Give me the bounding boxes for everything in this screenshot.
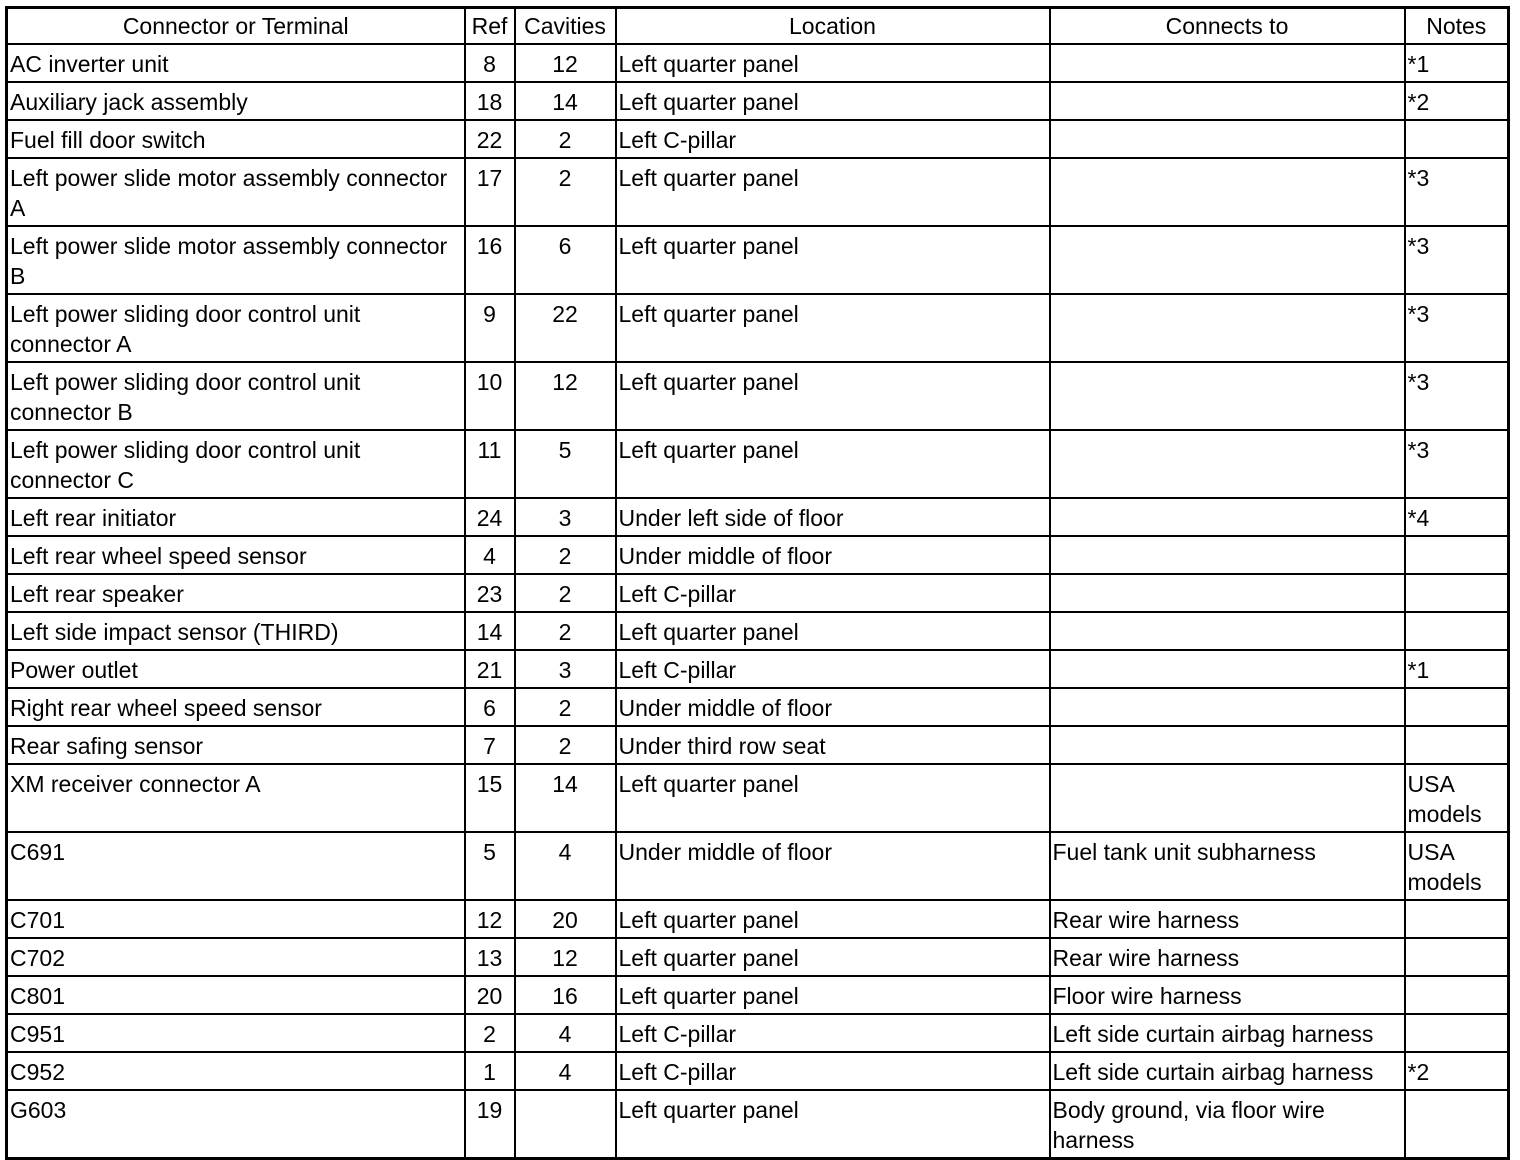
cell-notes: USA models — [1405, 764, 1509, 832]
cell-connector: Left side impact sensor (THIRD) — [7, 612, 465, 650]
cell-ref: 16 — [465, 226, 515, 294]
cell-cavities: 2 — [515, 612, 616, 650]
cell-notes: *3 — [1405, 430, 1509, 498]
cell-notes: *2 — [1405, 1052, 1509, 1090]
cell-ref: 12 — [465, 900, 515, 938]
cell-connector: Left rear initiator — [7, 498, 465, 536]
cell-cavities: 3 — [515, 650, 616, 688]
cell-location: Left quarter panel — [616, 900, 1050, 938]
cell-connects-to: Fuel tank unit subharness — [1050, 832, 1405, 900]
cell-connects-to — [1050, 650, 1405, 688]
header-notes: Notes — [1405, 8, 1509, 45]
cell-notes — [1405, 612, 1509, 650]
cell-notes — [1405, 574, 1509, 612]
cell-ref: 22 — [465, 120, 515, 158]
cell-connector: C951 — [7, 1014, 465, 1052]
header-row — [7, 8, 1509, 45]
table-row — [7, 612, 1509, 650]
cell-connector: XM receiver connector A — [7, 764, 465, 832]
cell-location: Left quarter panel — [616, 1090, 1050, 1159]
cell-notes: *2 — [1405, 82, 1509, 120]
table-row — [7, 294, 1509, 362]
cell-ref: 19 — [465, 1090, 515, 1159]
cell-cavities: 2 — [515, 158, 616, 226]
cell-location: Under left side of floor — [616, 498, 1050, 536]
cell-connects-to — [1050, 226, 1405, 294]
cell-connector: Left power sliding door control unit connector B — [7, 362, 465, 430]
cell-cavities: 12 — [515, 44, 616, 82]
cell-location: Left quarter panel — [616, 612, 1050, 650]
table-row — [7, 44, 1509, 82]
cell-ref: 4 — [465, 536, 515, 574]
cell-cavities: 2 — [515, 688, 616, 726]
cell-notes — [1405, 976, 1509, 1014]
cell-cavities: 4 — [515, 1052, 616, 1090]
cell-connector: C691 — [7, 832, 465, 900]
cell-ref: 17 — [465, 158, 515, 226]
cell-connector: Rear safing sensor — [7, 726, 465, 764]
cell-connector: G603 — [7, 1090, 465, 1159]
cell-notes — [1405, 1090, 1509, 1159]
cell-cavities: 6 — [515, 226, 616, 294]
cell-ref: 15 — [465, 764, 515, 832]
table-row — [7, 976, 1509, 1014]
cell-cavities: 2 — [515, 120, 616, 158]
cell-location: Left quarter panel — [616, 44, 1050, 82]
cell-notes — [1405, 688, 1509, 726]
cell-ref: 2 — [465, 1014, 515, 1052]
table-row — [7, 362, 1509, 430]
cell-ref: 1 — [465, 1052, 515, 1090]
cell-notes: *3 — [1405, 158, 1509, 226]
cell-connector: Left power slide motor assembly connector B — [7, 226, 465, 294]
table-row — [7, 536, 1509, 574]
cell-connects-to: Rear wire harness — [1050, 900, 1405, 938]
cell-notes: *1 — [1405, 650, 1509, 688]
cell-cavities: 14 — [515, 764, 616, 832]
cell-cavities: 12 — [515, 938, 616, 976]
cell-ref: 14 — [465, 612, 515, 650]
table-row — [7, 82, 1509, 120]
cell-connector: Fuel fill door switch — [7, 120, 465, 158]
cell-connector: Left rear wheel speed sensor — [7, 536, 465, 574]
cell-connector: C952 — [7, 1052, 465, 1090]
table-row — [7, 764, 1509, 832]
connector-table — [5, 6, 1510, 1160]
table-row — [7, 900, 1509, 938]
cell-ref: 24 — [465, 498, 515, 536]
cell-location: Left quarter panel — [616, 430, 1050, 498]
cell-connects-to: Body ground, via floor wire harness — [1050, 1090, 1405, 1159]
cell-connects-to: Left side curtain airbag harness — [1050, 1014, 1405, 1052]
header-connector: Connector or Terminal — [7, 8, 465, 45]
cell-ref: 11 — [465, 430, 515, 498]
cell-cavities — [515, 1090, 616, 1159]
cell-connector: Power outlet — [7, 650, 465, 688]
cell-location: Left quarter panel — [616, 938, 1050, 976]
cell-ref: 20 — [465, 976, 515, 1014]
cell-location: Left quarter panel — [616, 158, 1050, 226]
cell-ref: 9 — [465, 294, 515, 362]
table-row — [7, 832, 1509, 900]
cell-location: Left C-pillar — [616, 120, 1050, 158]
cell-connects-to: Floor wire harness — [1050, 976, 1405, 1014]
cell-connector: Left power sliding door control unit connector C — [7, 430, 465, 498]
table-row — [7, 226, 1509, 294]
cell-location: Under middle of floor — [616, 688, 1050, 726]
cell-cavities: 16 — [515, 976, 616, 1014]
cell-location: Left C-pillar — [616, 1014, 1050, 1052]
cell-notes — [1405, 726, 1509, 764]
cell-ref: 5 — [465, 832, 515, 900]
cell-location: Left quarter panel — [616, 82, 1050, 120]
cell-cavities: 4 — [515, 1014, 616, 1052]
cell-notes — [1405, 938, 1509, 976]
table-row — [7, 650, 1509, 688]
cell-connects-to — [1050, 574, 1405, 612]
table-row — [7, 688, 1509, 726]
cell-location: Left quarter panel — [616, 226, 1050, 294]
cell-connects-to — [1050, 44, 1405, 82]
cell-cavities: 3 — [515, 498, 616, 536]
cell-connector: C702 — [7, 938, 465, 976]
cell-connector: AC inverter unit — [7, 44, 465, 82]
cell-location: Under middle of floor — [616, 832, 1050, 900]
cell-location: Left C-pillar — [616, 650, 1050, 688]
cell-notes — [1405, 900, 1509, 938]
table-row — [7, 726, 1509, 764]
cell-cavities: 2 — [515, 536, 616, 574]
cell-connects-to — [1050, 764, 1405, 832]
cell-location: Under middle of floor — [616, 536, 1050, 574]
cell-ref: 6 — [465, 688, 515, 726]
cell-location: Under third row seat — [616, 726, 1050, 764]
cell-connector: Right rear wheel speed sensor — [7, 688, 465, 726]
cell-ref: 10 — [465, 362, 515, 430]
header-location: Location — [616, 8, 1050, 45]
table-body — [7, 44, 1509, 1159]
cell-notes: *3 — [1405, 362, 1509, 430]
cell-cavities: 4 — [515, 832, 616, 900]
cell-connects-to — [1050, 612, 1405, 650]
table-row — [7, 1090, 1509, 1159]
cell-connects-to — [1050, 688, 1405, 726]
table-row — [7, 498, 1509, 536]
cell-connects-to — [1050, 294, 1405, 362]
cell-location: Left quarter panel — [616, 294, 1050, 362]
cell-connector: C701 — [7, 900, 465, 938]
cell-connector: Auxiliary jack assembly — [7, 82, 465, 120]
cell-connects-to — [1050, 158, 1405, 226]
cell-connects-to — [1050, 362, 1405, 430]
header-cavities: Cavities — [515, 8, 616, 45]
cell-cavities: 2 — [515, 574, 616, 612]
cell-ref: 13 — [465, 938, 515, 976]
cell-connects-to — [1050, 120, 1405, 158]
cell-connects-to — [1050, 430, 1405, 498]
cell-ref: 18 — [465, 82, 515, 120]
cell-cavities: 2 — [515, 726, 616, 764]
table-row — [7, 1014, 1509, 1052]
cell-connects-to: Left side curtain airbag harness — [1050, 1052, 1405, 1090]
cell-cavities: 20 — [515, 900, 616, 938]
cell-notes — [1405, 536, 1509, 574]
cell-notes — [1405, 120, 1509, 158]
cell-location: Left C-pillar — [616, 574, 1050, 612]
table-row — [7, 158, 1509, 226]
cell-connector: Left rear speaker — [7, 574, 465, 612]
header-ref: Ref — [465, 8, 515, 45]
cell-notes: USA models — [1405, 832, 1509, 900]
table-row — [7, 574, 1509, 612]
cell-connects-to: Rear wire harness — [1050, 938, 1405, 976]
cell-ref: 8 — [465, 44, 515, 82]
cell-connector: Left power sliding door control unit connector A — [7, 294, 465, 362]
cell-location: Left C-pillar — [616, 1052, 1050, 1090]
cell-connects-to — [1050, 726, 1405, 764]
header-connects-to: Connects to — [1050, 8, 1405, 45]
connector-table-sheet — [5, 6, 1507, 1153]
table-row — [7, 1052, 1509, 1090]
cell-connects-to — [1050, 82, 1405, 120]
cell-cavities: 22 — [515, 294, 616, 362]
cell-cavities: 5 — [515, 430, 616, 498]
cell-connector: Left power slide motor assembly connector A — [7, 158, 465, 226]
cell-ref: 21 — [465, 650, 515, 688]
cell-notes: *1 — [1405, 44, 1509, 82]
cell-notes: *3 — [1405, 226, 1509, 294]
table-row — [7, 120, 1509, 158]
cell-connector: C801 — [7, 976, 465, 1014]
cell-notes — [1405, 1014, 1509, 1052]
table-row — [7, 430, 1509, 498]
cell-location: Left quarter panel — [616, 976, 1050, 1014]
cell-connects-to — [1050, 536, 1405, 574]
cell-ref: 7 — [465, 726, 515, 764]
cell-location: Left quarter panel — [616, 764, 1050, 832]
cell-cavities: 14 — [515, 82, 616, 120]
cell-ref: 23 — [465, 574, 515, 612]
cell-connects-to — [1050, 498, 1405, 536]
cell-location: Left quarter panel — [616, 362, 1050, 430]
cell-notes: *3 — [1405, 294, 1509, 362]
cell-notes: *4 — [1405, 498, 1509, 536]
cell-cavities: 12 — [515, 362, 616, 430]
table-row — [7, 938, 1509, 976]
